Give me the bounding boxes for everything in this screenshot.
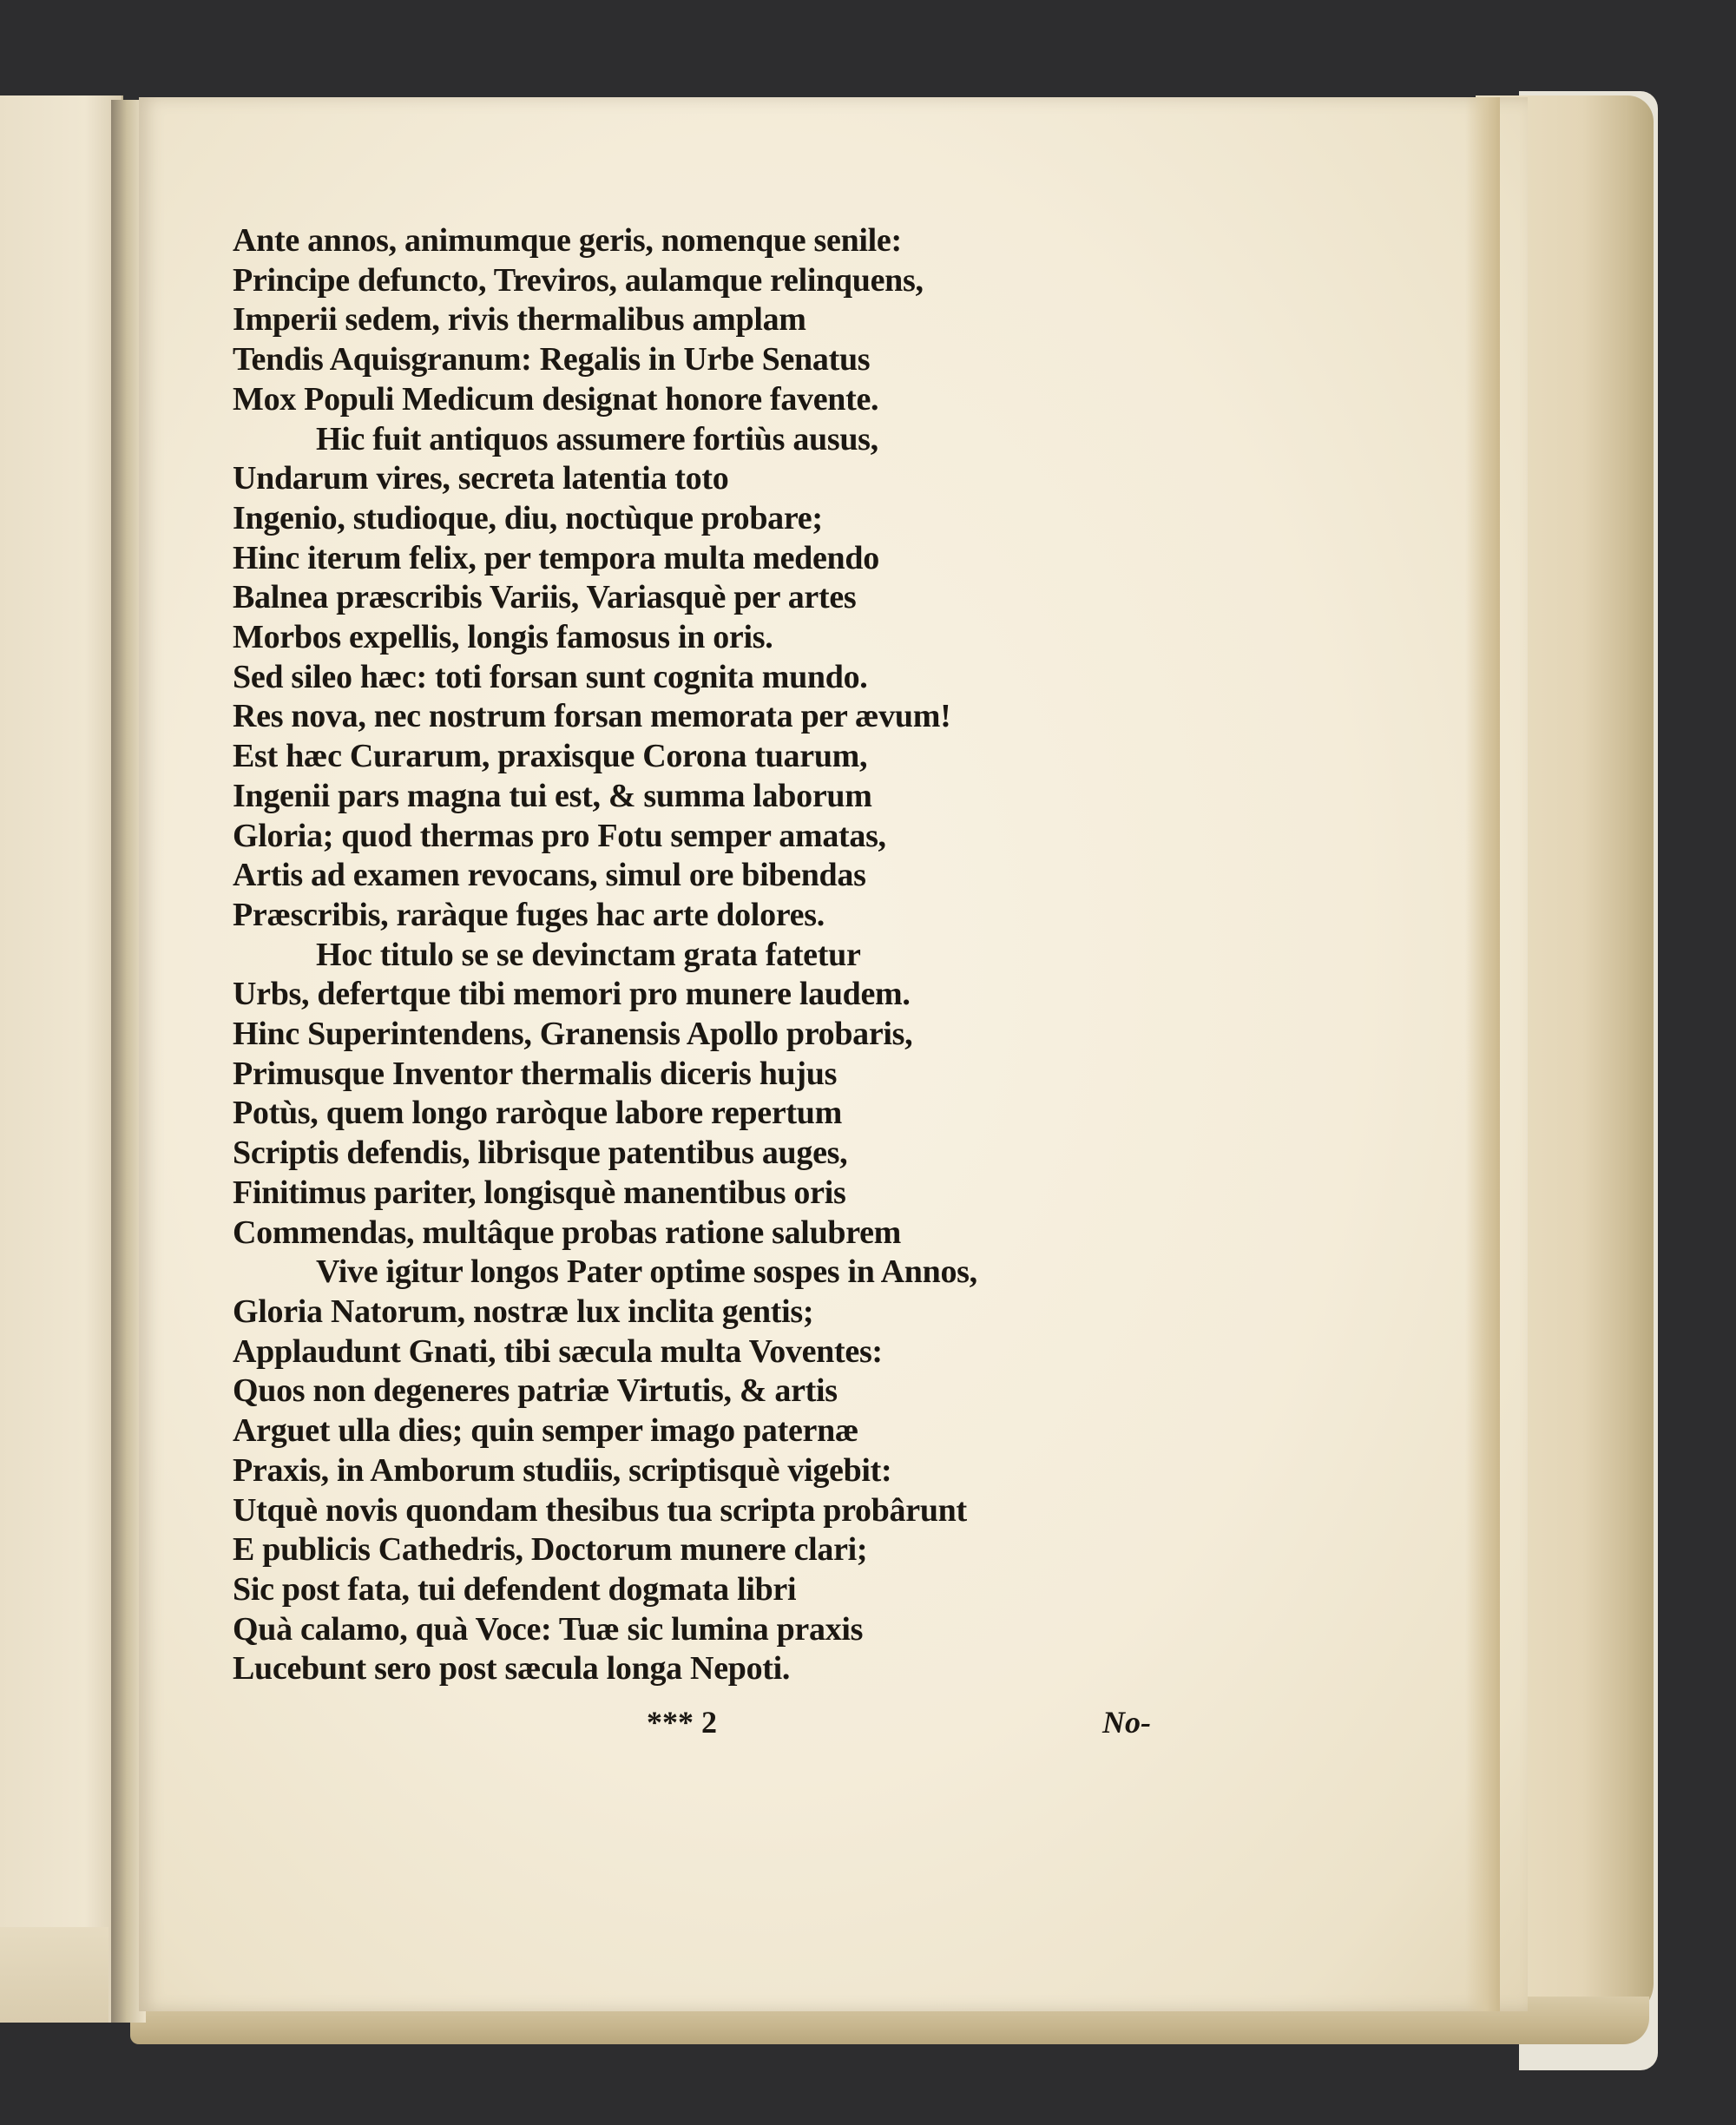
poem-line: Imperii sedem, rivis thermalibus amplam (233, 301, 806, 339)
poem-line: Arguet ulla dies; quin semper imago paternæ (233, 1412, 859, 1450)
poem-line: Urbs, defertque tibi memori pro munere laudem. (233, 976, 911, 1013)
poem-line: Principe defuncto, Treviros, aulamque relinquens, (233, 261, 924, 299)
poem-line: Artis ad examen revocans, simul ore bibendas (233, 857, 866, 894)
poem-line: Hinc iterum felix, per tempora multa medendo (233, 539, 879, 576)
poem-line: Ingenio, studioque, diu, noctùque probare; (233, 499, 823, 536)
poem-line: Res nova, nec nostrum forsan memorata per ævum! (233, 698, 951, 735)
poem-line: Undarum vires, secreta latentia toto (233, 460, 729, 497)
left-page (0, 95, 123, 2023)
poem-line: Gloria Natorum, nostræ lux inclita gentis; (233, 1293, 814, 1330)
poem-line: Quà calamo, quà Voce: Tuæ sic lumina praxis (233, 1610, 864, 1648)
poem-line: Potùs, quem longo raròque labore repertum (233, 1095, 842, 1132)
poem-line: Mox Populi Medicum designat honore favente. (233, 380, 879, 418)
poem-line: Vive igitur longos Pater optime sospes in Annos, (316, 1253, 977, 1291)
poem-line: Applaudunt Gnati, tibi sæcula multa Voventes: (233, 1332, 883, 1370)
poem-line: Est hæc Curarum, praxisque Corona tuarum, (233, 738, 868, 775)
poem-line: Balnea præscribis Variis, Variasquè per artes (233, 579, 857, 616)
poem-line: Præscribis, raràque fuges hac arte dolores. (233, 896, 825, 933)
poem-line: Gloria; quod thermas pro Fotu semper amatas, (233, 817, 886, 854)
poem-line: E publicis Cathedris, Doctorum munere clari; (233, 1531, 868, 1569)
page-fore-edge (1465, 97, 1500, 2011)
poem-line: Utquè novis quondam thesibus tua scripta probârunt (233, 1491, 967, 1529)
signature-mark: *** 2 (647, 1705, 717, 1740)
poem-line: Commendas, multâque probas ratione salubrem (233, 1214, 902, 1251)
poem-line: Finitimus pariter, longisquè manentibus oris (233, 1174, 846, 1211)
poem-line: Praxis, in Amborum studiis, scriptisquè vigebit: (233, 1451, 892, 1489)
poem-line: Hic fuit antiquos assumere fortiùs ausus, (316, 420, 878, 457)
poem-line: Morbos expellis, longis famosus in oris. (233, 619, 773, 656)
poem-line: Ante annos, animumque geris, nomenque senile: (233, 222, 902, 259)
poem-line: Scriptis defendis, librisque patentibus auges, (233, 1135, 848, 1172)
poem-line: Lucebunt sero post sæcula longa Nepoti. (233, 1650, 791, 1688)
poem-line: Sic post fata, tui defendent dogmata libri (233, 1570, 797, 1608)
poem-line: Hoc titulo se se devinctam grata fatetur (316, 936, 861, 973)
left-page-edge (0, 1927, 108, 2023)
poem-line: Primusque Inventor thermalis diceris hujus (233, 1055, 838, 1092)
poem-line: Hinc Superintendens, Granensis Apollo probaris, (233, 1016, 913, 1053)
poem-line: Ingenii pars magna tui est, & summa laborum (233, 777, 872, 814)
poem-line: Quos non degeneres patriæ Virtutis, & artis (233, 1372, 838, 1410)
poem-line: Sed sileo hæc: toti forsan sunt cognita mundo. (233, 658, 868, 695)
poem-line: Tendis Aquisgranum: Regalis in Urbe Senatus (233, 341, 871, 378)
poem-text (233, 221, 1118, 1689)
catchword: No- (1102, 1705, 1151, 1740)
